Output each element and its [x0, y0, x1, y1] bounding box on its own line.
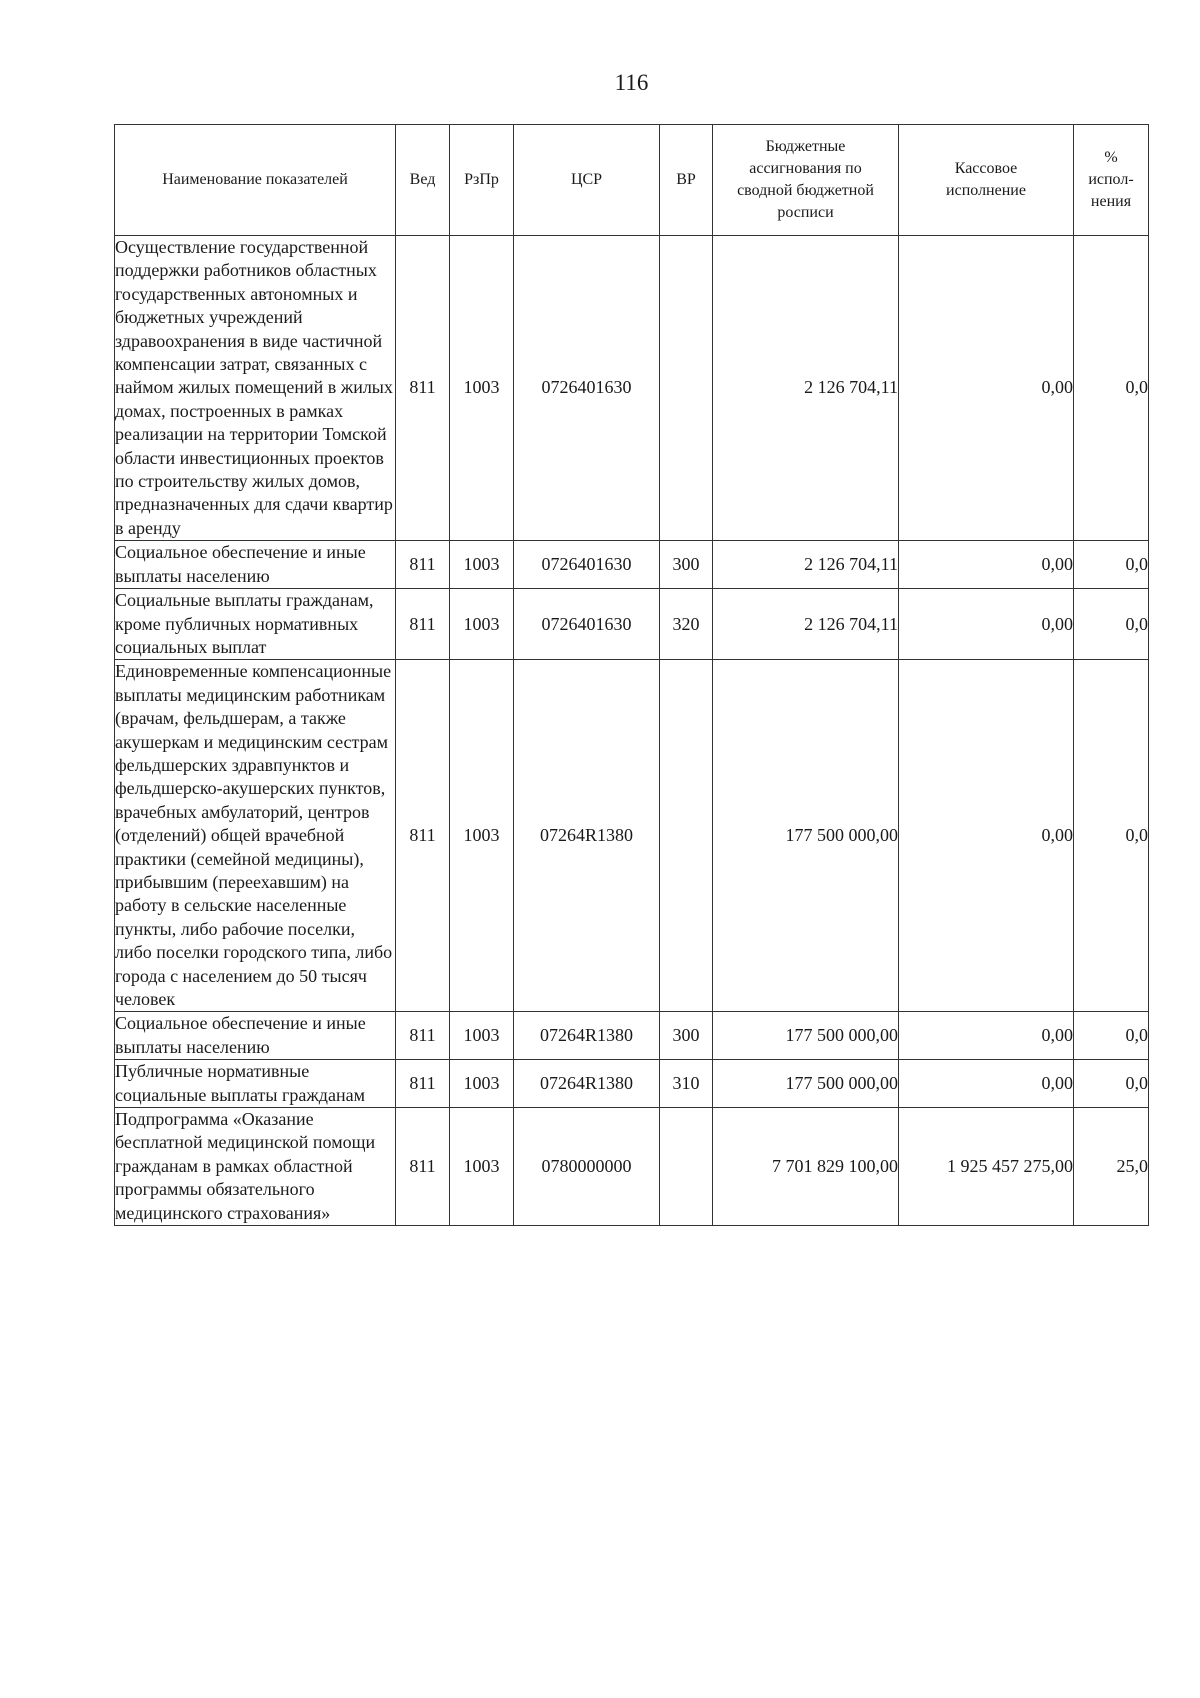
budget-execution-table [114, 124, 1149, 1226]
header-csr: ЦСР [514, 125, 660, 236]
row-csr: 07264R1380 [514, 1060, 660, 1108]
header-budget: Бюджетные ассигнования по сводной бюджетной росписи [713, 125, 899, 236]
row-ved: 811 [396, 1012, 450, 1060]
row-name: Подпрограмма «Оказание бесплатной медицинской помощи гражданам в рамках областной программы обязательного медицинского страхования» [115, 1108, 396, 1226]
row-csr: 07264R1380 [514, 1012, 660, 1060]
row-csr: 07264R1380 [514, 660, 660, 1012]
row-percent: 0,0 [1074, 1060, 1149, 1108]
row-cash: 0,00 [899, 541, 1074, 589]
row-budget: 2 126 704,11 [713, 236, 899, 541]
row-vr [660, 1108, 713, 1226]
row-cash: 1 925 457 275,00 [899, 1108, 1074, 1226]
header-name: Наименование показателей [115, 125, 396, 236]
table-header-row [115, 125, 1149, 236]
row-csr: 0726401630 [514, 541, 660, 589]
row-percent: 0,0 [1074, 589, 1149, 660]
row-cash: 0,00 [899, 1060, 1074, 1108]
row-vr [660, 660, 713, 1012]
row-vr [660, 236, 713, 541]
row-name: Единовременные компенсационные выплаты медицинским работникам (врачам, фельдшерам, а также акушеркам и медицинским сестрам фельдшерских здравпунктов и фельдшерско-акушерских пунктов, врачебных амбулаторий, центров (отделений) общей врачебной практики (семейной медицины), прибывшим (переехавшим) на работу в сельские населенные пункты, либо рабочие поселки, либо поселки городского типа, либо города с населением до 50 тысяч человек [115, 660, 396, 1012]
table-row [115, 660, 1149, 1012]
table-row [115, 1012, 1149, 1060]
row-rzpr: 1003 [450, 236, 514, 541]
row-rzpr: 1003 [450, 1060, 514, 1108]
row-budget: 2 126 704,11 [713, 589, 899, 660]
row-rzpr: 1003 [450, 589, 514, 660]
row-percent: 0,0 [1074, 541, 1149, 589]
row-ved: 811 [396, 589, 450, 660]
table-row [115, 236, 1149, 541]
row-rzpr: 1003 [450, 660, 514, 1012]
row-name: Социальное обеспечение и иные выплаты населению [115, 541, 396, 589]
row-cash: 0,00 [899, 1012, 1074, 1060]
row-csr: 0726401630 [514, 589, 660, 660]
row-ved: 811 [396, 660, 450, 1012]
page-number: 116 [614, 70, 649, 95]
header-rzpr: РзПр [450, 125, 514, 236]
row-percent: 25,0 [1074, 1108, 1149, 1226]
row-percent: 0,0 [1074, 1012, 1149, 1060]
header-ved: Вед [396, 125, 450, 236]
row-name: Социальные выплаты гражданам, кроме публичных нормативных социальных выплат [115, 589, 396, 660]
row-vr: 300 [660, 1012, 713, 1060]
row-budget: 7 701 829 100,00 [713, 1108, 899, 1226]
row-rzpr: 1003 [450, 1012, 514, 1060]
row-ved: 811 [396, 541, 450, 589]
header-vr: ВР [660, 125, 713, 236]
table-row [115, 541, 1149, 589]
row-budget: 177 500 000,00 [713, 660, 899, 1012]
row-cash: 0,00 [899, 236, 1074, 541]
row-name: Социальное обеспечение и иные выплаты населению [115, 1012, 396, 1060]
row-csr: 0726401630 [514, 236, 660, 541]
row-ved: 811 [396, 236, 450, 541]
header-percent: % испол-нения [1074, 125, 1149, 236]
row-vr: 310 [660, 1060, 713, 1108]
row-name: Публичные нормативные социальные выплаты гражданам [115, 1060, 396, 1108]
table-row [115, 1108, 1149, 1226]
row-name: Осуществление государственной поддержки работников областных государственных автономных и бюджетных учреждений здравоохранения в виде частичной компенсации затрат, связанных с наймом жилых помещений в жилых домах, построенных в рамках реализации на территории Томской области инвестиционных проектов по строительству жилых домов, предназначенных для сдачи квартир в аренду [115, 236, 396, 541]
row-ved: 811 [396, 1060, 450, 1108]
header-cash: Кассовое исполнение [899, 125, 1074, 236]
row-cash: 0,00 [899, 589, 1074, 660]
row-cash: 0,00 [899, 660, 1074, 1012]
row-percent: 0,0 [1074, 236, 1149, 541]
row-budget: 2 126 704,11 [713, 541, 899, 589]
row-budget: 177 500 000,00 [713, 1012, 899, 1060]
row-rzpr: 1003 [450, 1108, 514, 1226]
row-vr: 320 [660, 589, 713, 660]
row-rzpr: 1003 [450, 541, 514, 589]
row-budget: 177 500 000,00 [713, 1060, 899, 1108]
row-percent: 0,0 [1074, 660, 1149, 1012]
table-row [115, 1060, 1149, 1108]
table-row [115, 589, 1149, 660]
row-csr: 0780000000 [514, 1108, 660, 1226]
row-ved: 811 [396, 1108, 450, 1226]
row-vr: 300 [660, 541, 713, 589]
